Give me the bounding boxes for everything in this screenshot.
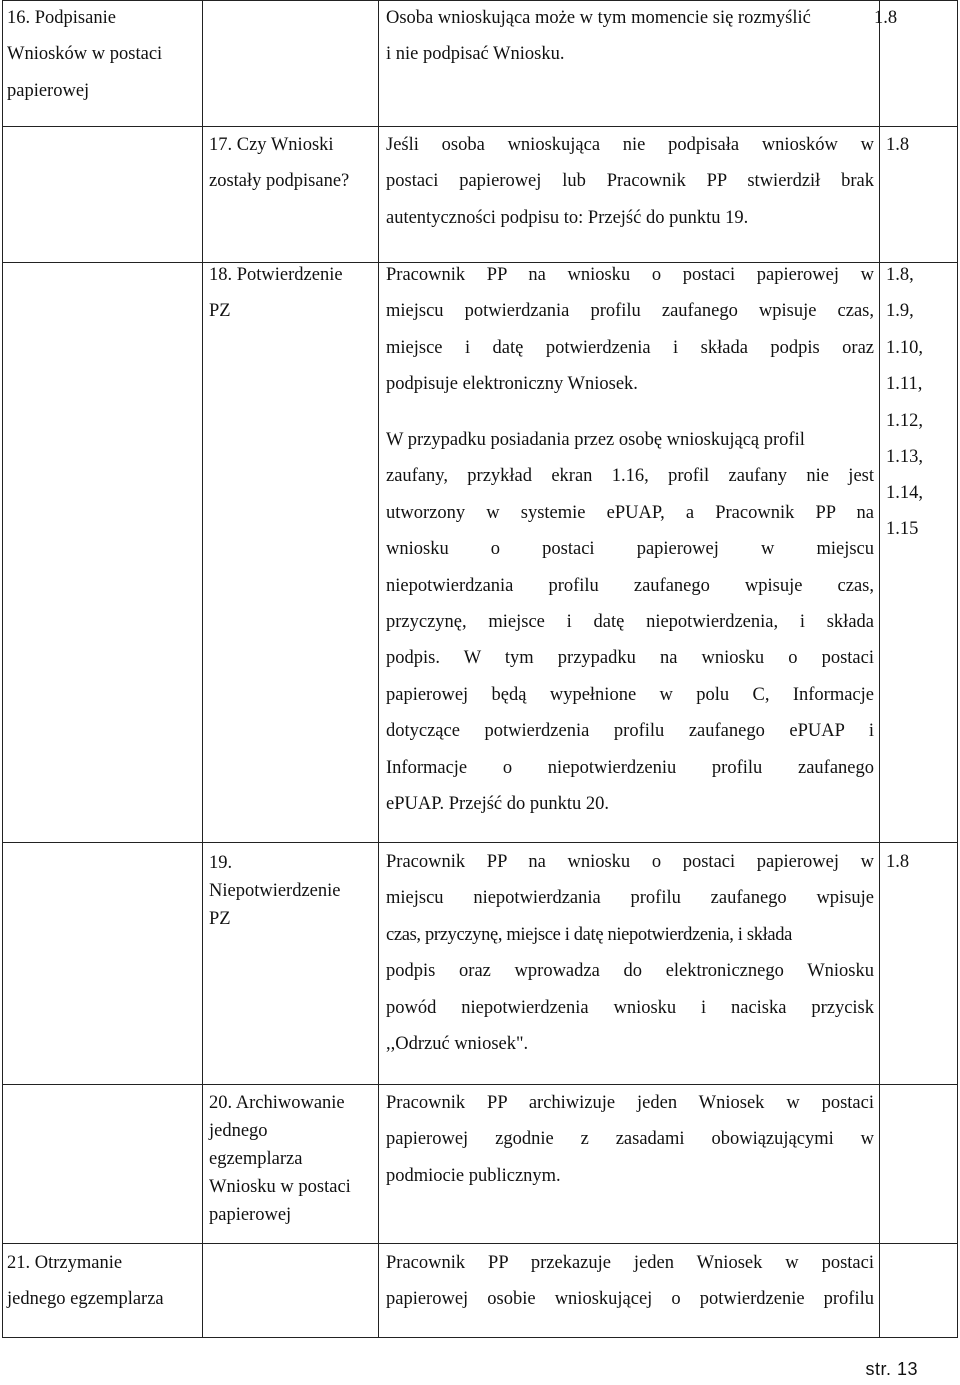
page-number: str. 13 [865,1359,918,1379]
step-description [386,844,874,1062]
reference-number: 1.14, [886,483,923,503]
step-description [386,1085,874,1194]
reference-number: 1.11, [886,374,923,395]
text-line: podpis oraz wprowadza do elektronicznego Wniosku [386,961,874,982]
text-line: czas, przyczynę, miejsce i datę niepotwierdzenia, i składa [386,924,793,945]
reference-list [886,257,923,403]
text-line: przyczynę, miejsce i datę niepotwierdzenia, i składa [386,612,874,633]
step-label [209,257,375,330]
text-line: i nie podpisać Wniosku. [386,44,565,65]
text-line: miejsce i datę potwierdzenia i składa podpis oraz [386,337,874,358]
step-label [209,849,375,933]
reference-number: 1.8, [886,265,914,285]
column-divider [202,0,203,1338]
step-description [386,0,876,73]
step-label [209,127,375,200]
step-line: 19. [209,853,233,873]
step-line: PZ [209,909,231,929]
text-line: ,,Odrzuć wniosek". [386,1034,529,1055]
step-line: jednego [209,1121,268,1141]
reference-number: 1.15 [886,519,919,539]
text-line: podmiocie publicznym. [386,1165,561,1186]
step-line: 17. Czy Wnioski [209,135,334,155]
text-line: miejscu niepotwierdzania profilu zaufanego wpisuje [386,888,874,909]
text-line: niepotwierdzania profilu zaufanego wpisuje czas, [386,575,874,596]
text-line: autentyczności podpisu to: Przejść do punktu 19. [386,207,749,228]
step-line: Niepotwierdzenie [209,881,341,901]
step-line: 16. Podpisanie [7,8,116,28]
text-line: Pracownik PP na wniosku o postaci papierowej w [386,265,874,285]
step-line: PZ [209,301,231,322]
step-line: papierowej [7,80,90,101]
step-line: egzemplarza [209,1149,303,1169]
reference-number: 1.8 [874,8,898,28]
step-line: papierowej [209,1205,292,1225]
text-line: papierowej osobie wnioskującej o potwierdzenie profilu [386,1289,874,1310]
text-line: powód niepotwierdzenia wniosku i naciska przycisk [386,997,874,1018]
step-description [386,127,874,236]
text-line: miejscu potwierdzania profilu zaufanego wpisuje czas, [386,301,874,322]
step-line: 21. Otrzymanie [7,1253,123,1273]
text-line: utworzony w systemie ePUAP, a Pracownik PP na [386,502,874,523]
reference-list [886,407,923,543]
table-border-right [957,0,958,1338]
step-description [386,1245,874,1318]
step-line: 18. Potwierdzenie [209,265,343,285]
reference-number: 1.8 [886,135,910,155]
text-line: ePUAP. Przejść do punktu 20. [386,794,610,815]
row-divider [2,1243,957,1244]
step-label [209,1089,375,1229]
step-label [7,0,199,109]
text-line: dotyczące potwierdzenia profilu zaufanego ePUAP i [386,721,874,742]
text-line: Pracownik PP archiwizuje jeden Wniosek w postaci [386,1093,874,1113]
reference-number: 1.9, [886,301,914,322]
row-divider [2,842,957,843]
reference-number: 1.10, [886,337,923,358]
reference-number: 1.13, [886,447,923,467]
text-line: Informacje o niepotwierdzeniu profilu zaufanego [386,757,874,778]
step-line: Wniosków w postaci [7,44,163,65]
reference-number: 1.8 [886,852,910,872]
text-line: Osoba wnioskująca może w tym momencie się rozmyślić [386,8,811,28]
step-line: zostały podpisane? [209,171,350,192]
text-line: wniosku o postaci papierowej w miejscu [386,539,874,560]
table-border-left [2,0,3,1338]
text-line: zaufany, przykład ekran 1.16, profil zaufany nie jest [386,466,874,487]
text-line: Pracownik PP przekazuje jeden Wniosek w postaci [386,1253,874,1273]
column-divider [879,0,880,1338]
text-line: papierowej będą wypełnione w polu C, Informacje [386,684,874,705]
step-line: 20. Archiwowanie [209,1093,345,1113]
text-line: Pracownik PP na wniosku o postaci papierowej w [386,852,874,872]
text-line: papierowej zgodnie z zasadami obowiązującymi w [386,1129,874,1150]
step-label [7,1245,199,1318]
text-line: postaci papierowej lub Pracownik PP stwierdził brak [386,171,874,192]
text-line: podpis. W tym przypadku na wniosku o postaci [386,648,874,669]
text-line: W przypadku posiadania przez osobę wnioskującą profil [386,430,805,450]
step-line: Wniosku w postaci [209,1177,351,1197]
step-line: jednego egzemplarza [7,1289,164,1310]
step-description-continued [386,422,874,822]
step-description [386,257,874,403]
reference-number: 1.12, [886,411,923,431]
text-line: podpisuje elektroniczny Wniosek. [386,374,638,395]
column-divider [378,0,379,1338]
table-border-bottom [2,1337,957,1338]
text-line: Jeśli osoba wnioskująca nie podpisała wniosków w [386,135,874,155]
